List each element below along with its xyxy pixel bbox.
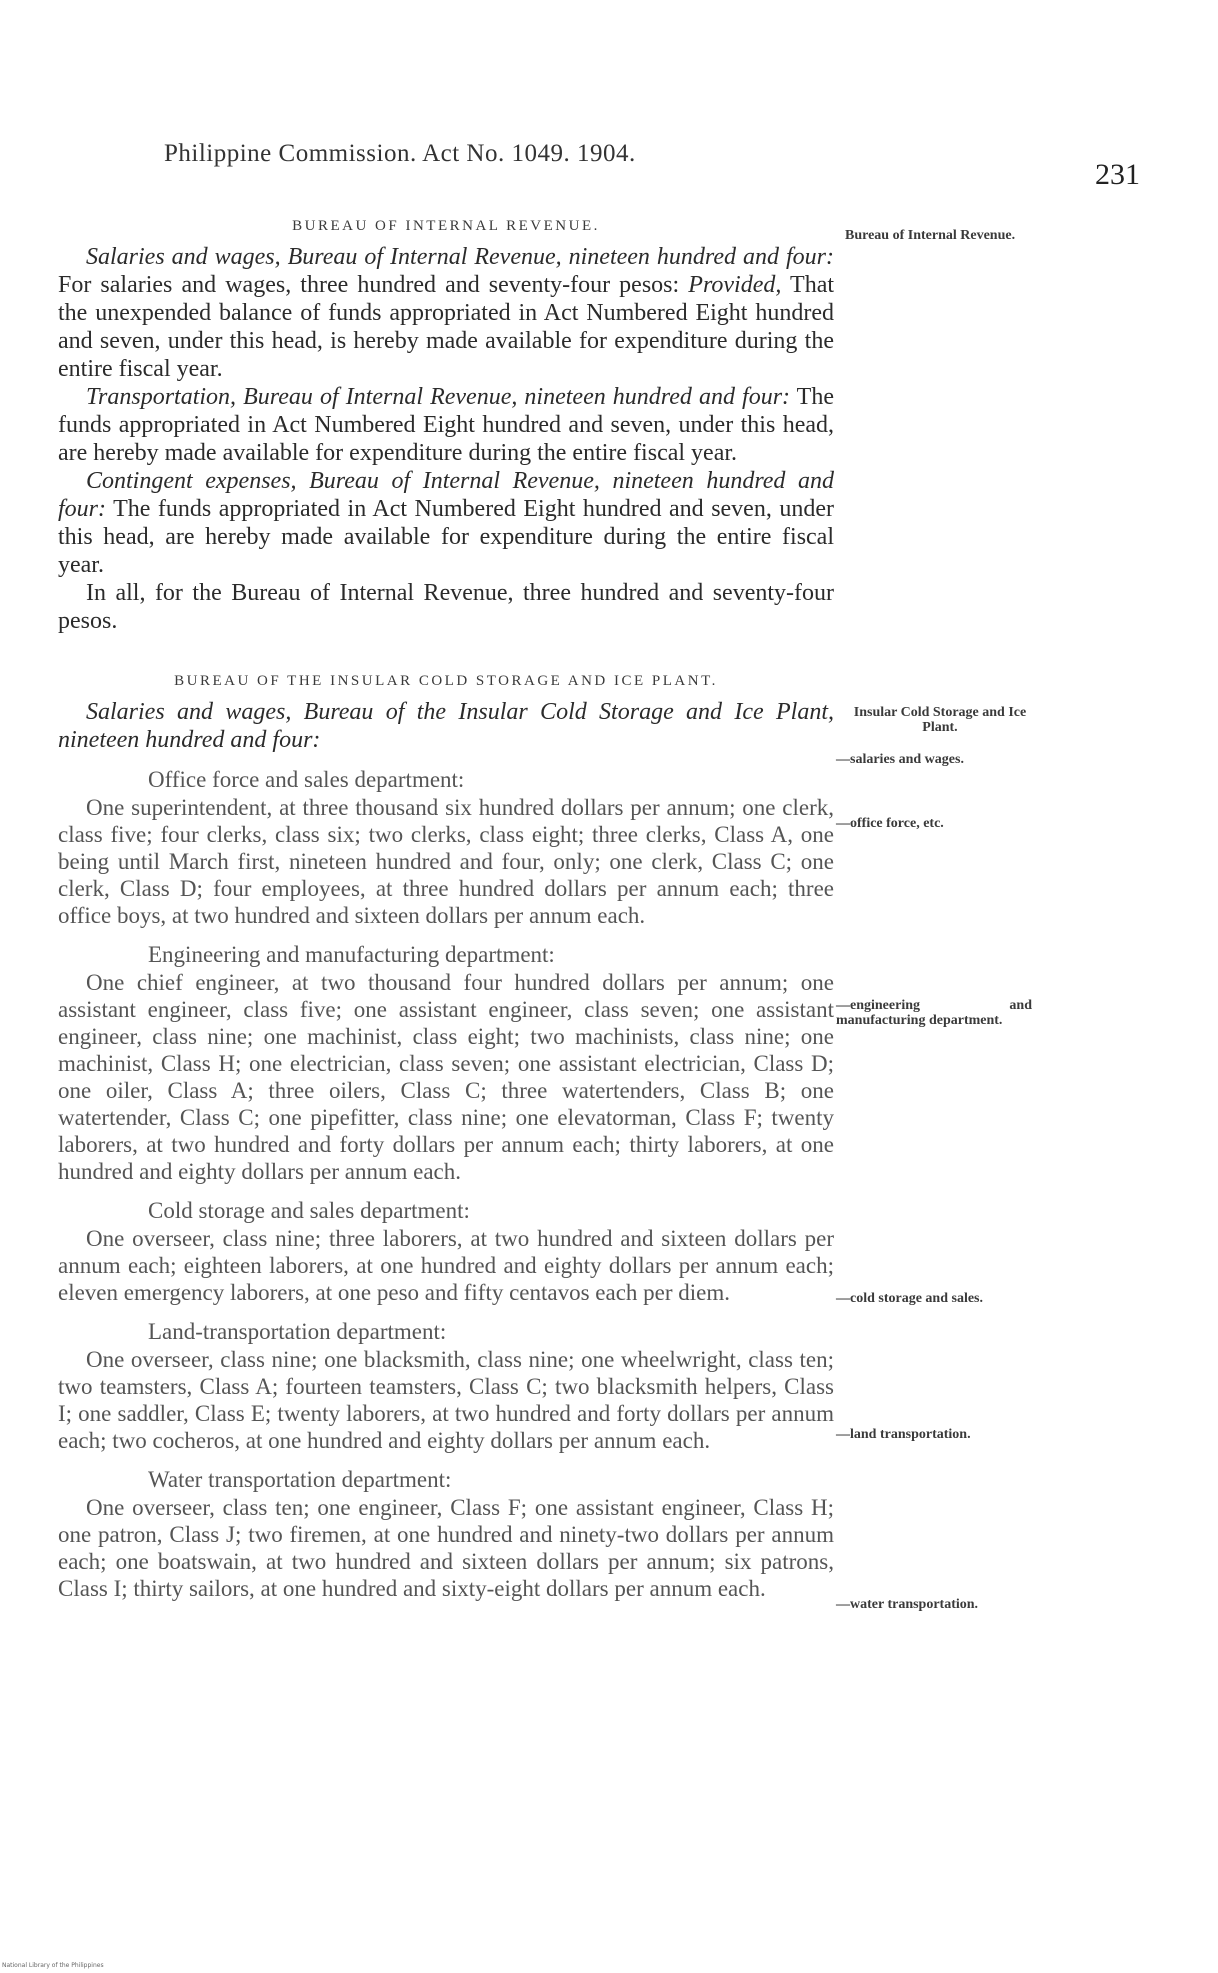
paragraph-ir-salaries bbox=[58, 243, 834, 383]
subheading-cold-storage: Cold storage and sales department: bbox=[148, 1198, 470, 1223]
paragraph-water: One overseer, class ten; one engineer, Class F; one assistant engineer, Class H; one patron, Class J; two firemen, at one hundred and ninety-two dollars per annum each; one boatswain, at two hundred and sixteen dollars per annum; six patrons, Class I; thirty sailors, at one hundred and sixty-eight dollars per annum each. bbox=[58, 1495, 834, 1601]
paragraph-cold-storage: One overseer, class nine; three laborers, at two hundred and sixteen dollars per annum each; eighteen laborers, at one hundred and eighty dollars per annum each; eleven emergency laborers, at one peso and fifty centavos each per diem. bbox=[58, 1226, 834, 1305]
margin-note-cold-storage: Insular Cold Storage and Ice Plant. bbox=[853, 705, 1027, 735]
margin-note-water: —water transportation. bbox=[836, 1597, 979, 1612]
paragraph-engineering: One chief engineer, at two thousand four hundred dollars per annum; one assistant engineer, class five; one assistant engineer, class seven; one assistant engineer, class nine; one machinist, class eight; two machinists, class nine; one machinist, Class H; one electrician, class seven; one assistant electrician, Class D; one oiler, Class A; three oilers, Class C; three watertenders, Class B; one watertender, Class C; one pipefitter, class nine; one elevatorman, Class F; twenty laborers, at two hundred and forty dollars per annum each; thirty laborers, at one hundred and eighty dollars per annum each. bbox=[58, 970, 834, 1184]
page-number: 231 bbox=[1095, 158, 1140, 191]
subheading-water: Water transportation department: bbox=[148, 1467, 452, 1492]
text-ir-salaries: For salaries and wages, three hundred and seventy-four pesos: bbox=[58, 272, 689, 298]
text-ir-salaries-rest: That the unexpended balance of funds appropriated in Act Numbered Eight hundred and seven, under this head, is hereby made available for expenditure during the entire fiscal year. bbox=[58, 272, 835, 382]
provided-ir-salaries: Provided, bbox=[688, 272, 782, 298]
paragraph-ir-in-all: In all, for the Bureau of Internal Revenue, three hundred and seventy-four pesos. bbox=[58, 580, 834, 634]
footer-credit: National Library of the Philippines bbox=[2, 1962, 104, 1969]
margin-note-internal-revenue: Bureau of Internal Revenue. bbox=[845, 228, 1016, 243]
running-head: Philippine Commission. Act No. 1049. 1904. bbox=[164, 140, 636, 167]
text-ir-transport: The funds appropriated in Act Numbered Eight hundred and seven, under this head, are hereby made available for expenditure during the entire fiscal year. bbox=[58, 384, 834, 466]
paragraph-office: One superintendent, at three thousand six hundred dollars per annum; one clerk, class five; four clerks, class six; two clerks, class eight; three clerks, Class A, one being until March first, nineteen hundred and four, only; one clerk, Class C; one clerk, Class D; four employees, at three hundred dollars per annum each; three office boys, at two hundred and sixteen dollars per annum each. bbox=[58, 795, 834, 928]
margin-note-office: —office force, etc. bbox=[836, 816, 944, 831]
paragraph-ir-transport bbox=[58, 383, 834, 467]
paragraph-cs-salaries-lead bbox=[58, 698, 834, 754]
subheading-office: Office force and sales department: bbox=[148, 767, 465, 792]
paragraph-land: One overseer, class nine; one blacksmith, class nine; one wheelwright, class ten; two teamsters, Class A; fourteen teamsters, Class C; two blacksmith helpers, Class I; one saddler, Class E; twenty laborers, at two hundred and forty dollars per annum each; two cocheros, at one hundred and eighty dollars per annum each. bbox=[58, 1347, 834, 1453]
lead-ir-salaries: Salaries and wages, Bureau of Internal Revenue, nineteen hundred and four: bbox=[86, 244, 834, 270]
lead-ir-contingent: Contingent expenses, Bureau of Internal Revenue, nineteen hundred and four: bbox=[58, 468, 834, 522]
section-heading-cold-storage: BUREAU OF THE INSULAR COLD STORAGE AND ICE PLANT. bbox=[174, 673, 718, 689]
section-heading-internal-revenue: BUREAU OF INTERNAL REVENUE. bbox=[292, 218, 600, 234]
margin-note-salaries: —salaries and wages. bbox=[836, 752, 964, 767]
text-ir-contingent: The funds appropriated in Act Numbered Eight hundred and seven, under this head, are hereby made available for expenditure during the entire fiscal year. bbox=[58, 496, 834, 578]
margin-note-engineering: —engineering and manufacturing department. bbox=[836, 998, 1032, 1028]
paragraph-ir-contingent bbox=[58, 467, 834, 579]
margin-note-cold-storage-sales: —cold storage and sales. bbox=[836, 1291, 983, 1306]
subheading-land: Land-transportation department: bbox=[148, 1319, 447, 1344]
lead-cs-salaries: Salaries and wages, Bureau of the Insular Cold Storage and Ice Plant, nineteen hundred and four: bbox=[58, 699, 834, 753]
margin-note-land: —land transportation. bbox=[836, 1427, 971, 1442]
main-text-column bbox=[58, 218, 834, 1602]
lead-ir-transport: Transportation, Bureau of Internal Revenue, nineteen hundred and four: bbox=[86, 384, 791, 410]
subheading-engineering: Engineering and manufacturing department: bbox=[148, 942, 555, 967]
